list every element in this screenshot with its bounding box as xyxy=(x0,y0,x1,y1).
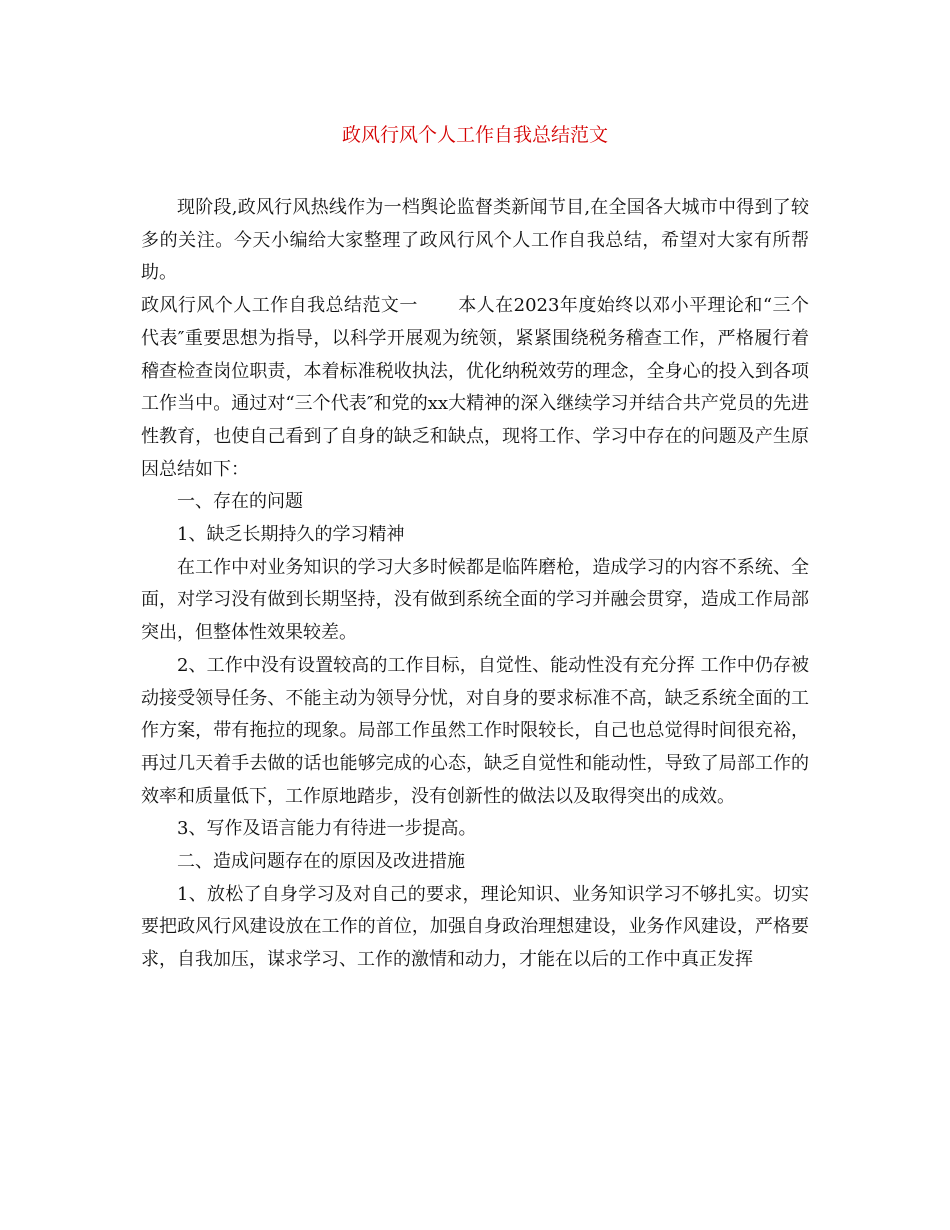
heading-causes: 二、造成问题存在的原因及改进措施 xyxy=(177,851,465,873)
section-title: 政风行风个人工作自我总结范文一 xyxy=(141,295,418,317)
item-1-text: 在工作中对业务知识的学习大多时候都是临阵磨枪，造成学习的内容不系统、全面，对学习没有做到长期坚持，没有做到系统全面的学习并融会贯穿，造成工作局部突出，但整体性效果较差。 xyxy=(141,556,809,644)
item-2-text: 2、工作中没有设置较高的工作目标，自觉性、能动性没有充分挥 工作中仍存被动接受领导任务、不能主动为领导分忧，对自身的要求标准不高，缺乏系统全面的工作方案，带有拖拉的现象。局部工作虽然工作时限较长，自己也总觉得时间很充裕，再过几天着手去做的话也能够完成的心态，缺乏自觉性和能动性，导致了局部工作的效率和质量低下，工作原地踏步，没有创新性的做法以及取得突出的成效。 xyxy=(141,654,809,807)
section-paragraph xyxy=(141,290,809,486)
intro-paragraph: 现阶段,政风行风热线作为一档舆论监督类新闻节目,在全国各大城市中得到了较多的关注。今天小编给大家整理了政风行风个人工作自我总结，希望对大家有所帮助。 xyxy=(141,197,809,284)
item-3-text: 3、写作及语言能力有待进一步提高。 xyxy=(177,818,477,840)
document-body xyxy=(141,192,809,977)
measure-1-text: 1、放松了自身学习及对自己的要求，理论知识、业务知识学习不够扎实。切实要把政风行风建设放在工作的首位，加强自身政治理想建设，业务作风建设，严格要求，自我加压，谋求学习、工作的激情和动力，才能在以后的工作中真正发挥 xyxy=(141,883,809,971)
section-text: 本人在2023年度始终以邓小平理论和“三个代表″重要思想为指导，以科学开展观为统领，紧紧围绕税务稽查工作，严格履行着稽查检查岗位职责，本着标准税收执法，优化纳税效劳的理念，全身心的投入到各项工作当中。通过对“三个代表″和党的xx大精神的深入继续学习并结合共产党员的先进性教育，也使自己看到了自身的缺乏和缺点，现将工作、学习中存在的问题及产生原因总结如下： xyxy=(141,295,809,480)
document-title: 政风行风个人工作自我总结范文 xyxy=(341,124,608,146)
item-1-title: 1、缺乏长期持久的学习精神 xyxy=(177,524,405,546)
heading-problems: 一、存在的问题 xyxy=(177,491,303,513)
